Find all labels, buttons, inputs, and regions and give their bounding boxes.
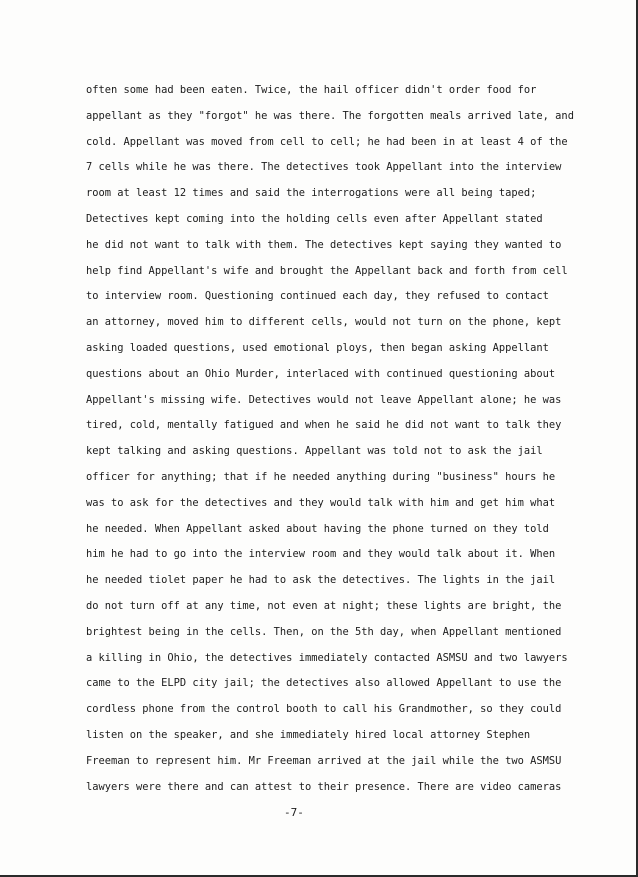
- text-line: kept talking and asking questions. Appellant was told not to ask the jail: [86, 445, 543, 458]
- text-line: he did not want to talk with them. The detectives kept saying they wanted to: [86, 238, 562, 251]
- text-line: an attorney, moved him to different cells, would not turn on the phone, kept: [86, 316, 562, 329]
- text-line: tired, cold, mentally fatigued and when he said he did not want to talk they: [86, 419, 562, 432]
- text-line: help find Appellant's wife and brought the Appellant back and forth from cell: [86, 264, 568, 277]
- text-line: Freeman to represent him. Mr Freeman arrived at the jail while the two ASMSU: [86, 754, 562, 767]
- page-number: -7-: [284, 806, 304, 819]
- text-line: cordless phone from the control booth to call his Grandmother, so they could: [86, 703, 562, 716]
- text-line: appellant as they "forgot" he was there. The forgotten meals arrived late, and: [86, 109, 574, 122]
- text-line: he needed. When Appellant asked about having the phone turned on they told: [86, 522, 549, 535]
- text-line: to interview room. Questioning continued each day, they refused to contact: [86, 290, 549, 303]
- text-line: came to the ELPD city jail; the detectives also allowed Appellant to use the: [86, 677, 562, 690]
- text-line: he needed tiolet paper he had to ask the detectives. The lights in the jail: [86, 574, 556, 587]
- text-line: room at least 12 times and said the interrogations were all being taped;: [86, 187, 537, 200]
- text-line: brightest being in the cells. Then, on the 5th day, when Appellant mentioned: [86, 625, 562, 638]
- text-line: often some had been eaten. Twice, the hail officer didn't order food for: [86, 84, 537, 96]
- text-line: Appellant's missing wife. Detectives would not leave Appellant alone; he was: [86, 393, 562, 406]
- text-line: lawyers were there and can attest to their presence. There are video cameras: [86, 780, 562, 793]
- text-line: him he had to go into the interview room and they would talk about it. When: [86, 548, 556, 561]
- text-line: a killing in Ohio, the detectives immediately contacted ASMSU and two lawyers: [86, 651, 568, 664]
- body-text: [86, 78, 574, 800]
- text-line: asking loaded questions, used emotional ploys, then began asking Appellant: [86, 341, 549, 354]
- text-line: was to ask for the detectives and they would talk with him and get him what: [86, 496, 556, 509]
- text-line: do not turn off at any time, not even at night; these lights are bright, the: [86, 599, 562, 612]
- text-line: 7 cells while he was there. The detectives took Appellant into the interview: [86, 161, 562, 174]
- text-line: officer for anything; that if he needed anything during "business" hours he: [86, 470, 556, 483]
- text-line: cold. Appellant was moved from cell to cell; he had been in at least 4 of the: [86, 135, 568, 148]
- text-line: questions about an Ohio Murder, interlaced with continued questioning about: [86, 367, 556, 380]
- text-line: listen on the speaker, and she immediately hired local attorney Stephen: [86, 728, 531, 741]
- text-line: Detectives kept coming into the holding cells even after Appellant stated: [86, 212, 543, 225]
